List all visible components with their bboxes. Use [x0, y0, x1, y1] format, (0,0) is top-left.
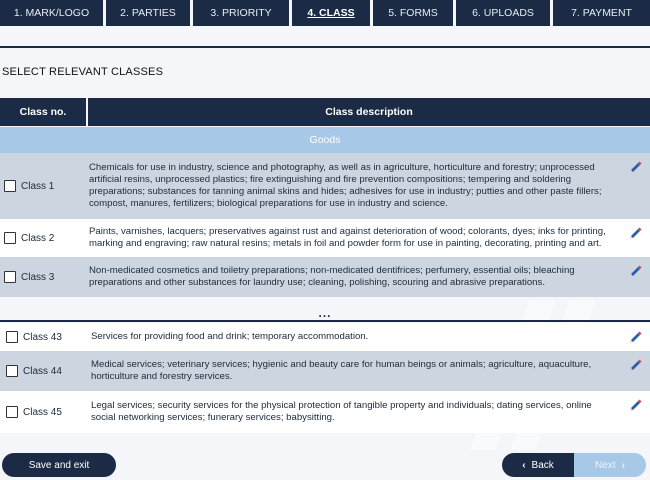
table-row: [0, 153, 650, 219]
edit-pencil-icon[interactable]: [628, 357, 642, 371]
class-label: Class 1: [21, 180, 55, 192]
class-description: Non-medicated cosmetics and toiletry preparations; non-medicated dentifrices; perfumery, essential oils; bleaching preparations and other substances for laundry use; cleaning, polishing, scouring and abrasive preparations.: [89, 264, 575, 288]
page-title: SELECT RELEVANT CLASSES: [2, 66, 164, 78]
class-label: Class 43: [23, 331, 62, 343]
class-label: Class 2: [21, 232, 55, 244]
class-description: Paints, varnishes, lacquers; preservatives against rust and against deterioration of wood; colorants, dyes; inks for printing, marking and engraving; raw natural resins; metals in foil and powder form for use in painting, decorating, printing and art.: [89, 225, 606, 249]
save-and-exit-label: Save and exit: [28, 459, 90, 471]
table-row: [0, 391, 650, 433]
class-checkbox[interactable]: [4, 271, 16, 283]
edit-pencil-icon[interactable]: [628, 329, 642, 343]
section-divider: [0, 320, 650, 322]
next-label: Next: [595, 459, 616, 471]
tab-mark-logo[interactable]: 1. MARK/LOGO: [0, 0, 103, 26]
class-table: [0, 98, 650, 297]
class-checkbox[interactable]: [6, 331, 18, 343]
table-row: [0, 351, 650, 391]
table-row: [0, 219, 650, 257]
table-header: [0, 98, 650, 126]
column-header-class-description: Class description: [88, 98, 650, 126]
tab-forms[interactable]: 5. FORMS: [373, 0, 453, 26]
rows-ellipsis: ...: [318, 306, 332, 320]
column-header-class-no: Class no.: [0, 98, 86, 126]
chevron-left-icon: ‹: [522, 459, 526, 471]
table-row: [0, 257, 650, 297]
edit-pencil-icon[interactable]: [628, 263, 642, 277]
class-checkbox[interactable]: [4, 180, 16, 192]
tab-priority[interactable]: 3. PRIORITY: [193, 0, 289, 26]
class-label: Class 45: [23, 406, 62, 418]
save-and-exit-button[interactable]: [2, 453, 116, 477]
class-checkbox[interactable]: [4, 232, 16, 244]
class-table-services: [0, 323, 650, 433]
tab-uploads[interactable]: 6. UPLOADS: [456, 0, 550, 26]
edit-pencil-icon[interactable]: [628, 225, 642, 239]
back-label: Back: [531, 459, 554, 471]
edit-pencil-icon[interactable]: [628, 397, 642, 411]
tab-parties[interactable]: 2. PARTIES: [106, 0, 190, 26]
class-description: Medical services; veterinary services; hygienic and beauty care for human beings or animals; agriculture, aquaculture, horticulture and forestry services.: [91, 358, 592, 382]
table-row: [0, 323, 650, 351]
edit-pencil-icon[interactable]: [628, 159, 642, 173]
class-label: Class 3: [21, 271, 55, 283]
class-checkbox[interactable]: [6, 406, 18, 418]
back-button[interactable]: [502, 453, 574, 477]
class-description: Legal services; security services for the physical protection of tangible property and individuals; dating services, online social networking services; funerary services; babysitting.: [91, 399, 592, 423]
tab-class[interactable]: 4. CLASS: [292, 0, 370, 26]
class-description: Chemicals for use in industry, science and photography, as well as in agriculture, horticulture and forestry; unprocessed artificial resins, unprocessed plastics; fire extinguishing and fire prevention compositions; tempering and soldering preparations; substances for tanning animal skins and hides; adhesives for use in industry; putties and other paste fillers; compost, manures, fertilizers; biological preparations for use in industry and science.: [89, 161, 602, 210]
chevron-right-icon: ›: [621, 459, 625, 471]
step-tabs: [0, 0, 650, 26]
class-checkbox[interactable]: [6, 365, 18, 377]
group-header-goods: Goods: [0, 127, 650, 153]
class-label: Class 44: [23, 365, 62, 377]
header-divider: [0, 46, 650, 48]
class-description: Services for providing food and drink; temporary accommodation.: [91, 330, 369, 342]
next-button[interactable]: [574, 453, 646, 477]
tab-payment[interactable]: 7. PAYMENT: [553, 0, 650, 26]
